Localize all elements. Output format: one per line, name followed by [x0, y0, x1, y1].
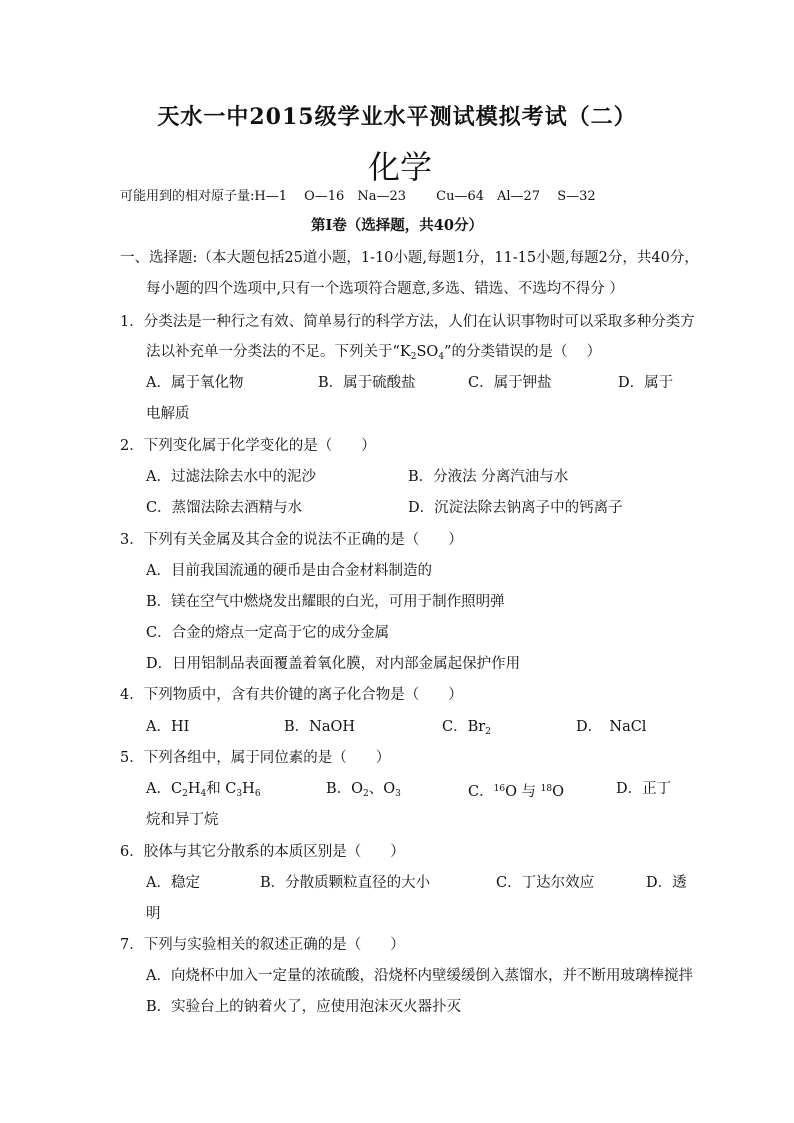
q3-option-b: B．镁在空气中燃烧发出耀眼的白光，可用于制作照明弹: [146, 594, 505, 610]
q3-stem: 3．下列有关金属及其合金的说法不正确的是（ ）: [120, 532, 463, 548]
q7-option-b: B．实验台上的钠着火了，应使用泡沫灭火器扑灭: [146, 999, 462, 1015]
q1-option-d-cont: 电解质: [146, 406, 190, 422]
section-header: 第Ⅰ卷（选择题，共40分）: [311, 217, 483, 234]
q4-option-a: A．HI: [146, 719, 190, 735]
q6-option-a: A．稳定: [146, 875, 200, 891]
q6-option-c: C．丁达尔效应: [496, 875, 595, 891]
q5-option-b: B．$O_2$、$O_3$: [326, 781, 401, 799]
q3-option-c: C．合金的熔点一定高于它的成分金属: [146, 625, 390, 641]
q4-option-b: B．NaOH: [284, 719, 356, 735]
q4-stem: 4．下列物质中，含有共价键的离子化合物是（ ）: [120, 687, 463, 703]
q5-option-c: C．$^{16}$O 与 $^{18}$O: [468, 784, 565, 800]
q3-option-a: A．目前我国流通的硬币是由合金材料制造的: [146, 563, 432, 579]
q3-option-d: D．日用铝制品表面覆盖着氧化膜，对内部金属起保护作用: [146, 656, 521, 672]
q2-option-a: A．过滤法除去水中的泥沙: [146, 469, 316, 485]
q2-option-d: D．沉淀法除去钠离子中的钙离子: [408, 500, 623, 516]
q2-option-b: B．分液法 分离汽油与水: [408, 469, 569, 485]
q6-option-b: B．分散质颗粒直径的大小: [260, 875, 431, 891]
subject-title: 化学: [368, 148, 433, 186]
q6-stem: 6．胶体与其它分散系的本质区别是（ ）: [120, 844, 405, 860]
q1-option-a: A．属于氧化物: [146, 375, 244, 391]
atomic-masses: 可能用到的相对原子量:H—1 O—16 Na—23 Cu—64 Al—27 S—32: [120, 189, 596, 204]
q5-option-d-cont: 烷和异丁烷: [146, 812, 219, 828]
q1-option-d: D．属于: [618, 375, 674, 391]
instructions-line1: 一、选择题:（本大题包括25道小题，1-10小题,每题1分，11-15小题,每题2分，共40分，: [120, 250, 699, 266]
q1-stem-line2: 法以补充单一分类法的不足。下列关于“$K_2SO_4$”的分类错误的是（ ）: [146, 344, 602, 362]
q5-option-a: A．$C_2H_4$和 $C_3H_6$: [146, 781, 261, 799]
q1-option-c: C．属于钾盐: [468, 375, 552, 391]
page-title: 天水一中2015级学业水平测试模拟考试（二）: [157, 104, 637, 130]
q1-stem-line1: 1．分类法是一种行之有效、简单易行的科学方法，人们在认识事物时可以采取多种分类方: [120, 314, 695, 330]
q2-stem: 2．下列变化属于化学变化的是（ ）: [120, 438, 376, 454]
q6-option-d-cont: 明: [146, 906, 161, 922]
q4-option-c: C．$Br_2$: [442, 719, 491, 737]
q4-option-d: D． NaCl: [576, 719, 647, 735]
q2-option-c: C．蒸馏法除去酒精与水: [146, 500, 303, 516]
q5-option-d: D．正丁: [616, 781, 672, 797]
instructions-line2: 每小题的四个选项中,只有一个选项符合题意,多选、错选、不选均不得分 ）: [146, 281, 624, 297]
q7-stem: 7．下列与实验相关的叙述正确的是（ ）: [120, 937, 405, 953]
q1-option-b: B．属于硫酸盐: [318, 375, 416, 391]
q5-stem: 5．下列各组中，属于同位素的是（ ）: [120, 750, 391, 766]
q7-option-a: A．向烧杯中加入一定量的浓硫酸，沿烧杯内壁缓缓倒入蒸馏水，并不断用玻璃棒搅拌: [146, 968, 693, 984]
q6-option-d: D．透: [646, 875, 687, 891]
